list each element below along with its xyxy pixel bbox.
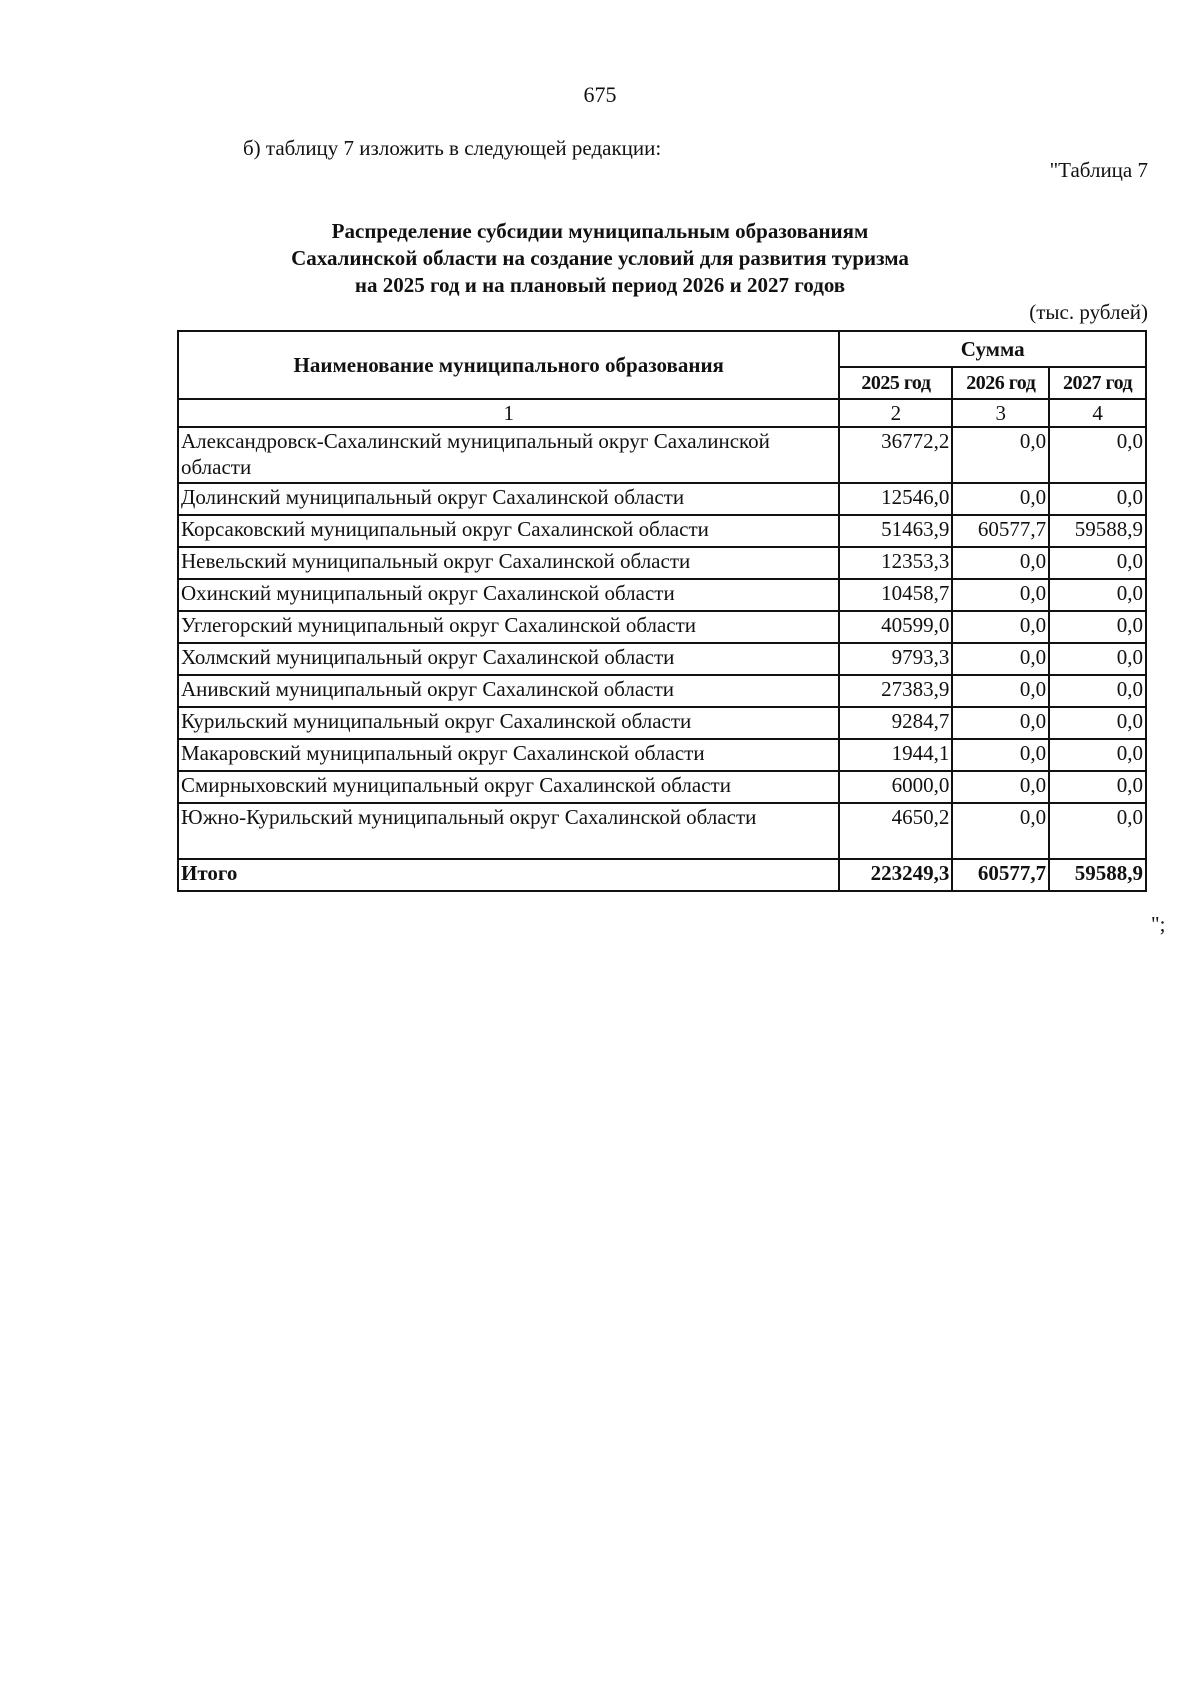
title-line: Распределение субсидии муниципальным образованиям: [331, 219, 869, 243]
table-row: [178, 643, 1146, 675]
value-2025: 27383,9: [839, 675, 952, 707]
column-number: 4: [1049, 399, 1146, 427]
table-label: "Таблица 7: [1049, 158, 1148, 182]
value-2025: 12353,3: [839, 547, 952, 579]
value-2026: 0,0: [952, 643, 1049, 675]
value-2025: 40599,0: [839, 611, 952, 643]
header-municipality-name: Наименование муниципального образования: [178, 331, 839, 399]
value-2025: 9284,7: [839, 707, 952, 739]
value-2026: 0,0: [952, 771, 1049, 803]
subsidy-distribution-table: [177, 330, 1147, 892]
value-2025: 10458,7: [839, 579, 952, 611]
table-row: [178, 675, 1146, 707]
table-row: [178, 771, 1146, 803]
total-2026: 60577,7: [952, 859, 1049, 891]
column-number: 1: [178, 399, 839, 427]
total-row: [178, 859, 1146, 891]
document-title: [0, 218, 1200, 299]
unit-label: (тыс. рублей): [1029, 300, 1148, 324]
value-2027: 59588,9: [1049, 515, 1146, 547]
value-2027: 0,0: [1049, 771, 1146, 803]
page-number: 675: [583, 82, 617, 107]
column-number: 2: [839, 399, 952, 427]
municipality-name: Охинский муниципальный округ Сахалинской области: [178, 579, 839, 611]
value-2027: 0,0: [1049, 427, 1146, 483]
value-2026: 0,0: [952, 547, 1049, 579]
value-2027: 0,0: [1049, 579, 1146, 611]
municipality-name: Курильский муниципальный округ Сахалинской области: [178, 707, 839, 739]
table-row: [178, 515, 1146, 547]
table-row: [178, 611, 1146, 643]
municipality-name: Корсаковский муниципальный округ Сахалинской области: [178, 515, 839, 547]
total-label: Итого: [178, 859, 839, 891]
table-row: [178, 739, 1146, 771]
header-year-2026: 2026 год: [952, 367, 1049, 399]
value-2026: 0,0: [952, 579, 1049, 611]
value-2026: 60577,7: [952, 515, 1049, 547]
header-year-2025: 2025 год: [839, 367, 952, 399]
value-2027: 0,0: [1049, 483, 1146, 515]
value-2025: 36772,2: [839, 427, 952, 483]
value-2027: 0,0: [1049, 675, 1146, 707]
value-2025: 51463,9: [839, 515, 952, 547]
value-2026: 0,0: [952, 675, 1049, 707]
value-2026: 0,0: [952, 803, 1049, 859]
municipality-name: Макаровский муниципальный округ Сахалинской области: [178, 739, 839, 771]
column-number: 3: [952, 399, 1049, 427]
value-2027: 0,0: [1049, 803, 1146, 859]
total-2027: 59588,9: [1049, 859, 1146, 891]
header-sum: Сумма: [839, 331, 1146, 367]
value-2026: 0,0: [952, 483, 1049, 515]
total-2025: 223249,3: [839, 859, 952, 891]
column-number-row: [178, 399, 1146, 427]
title-line: на 2025 год и на плановый период 2026 и 2027 годов: [354, 273, 846, 297]
municipality-name: Александровск-Сахалинский муниципальный округ Сахалинской области: [178, 427, 839, 483]
table-row: [178, 483, 1146, 515]
value-2027: 0,0: [1049, 739, 1146, 771]
title-line: Сахалинской области на создание условий для развития туризма: [291, 246, 909, 270]
value-2025: 1944,1: [839, 739, 952, 771]
value-2025: 4650,2: [839, 803, 952, 859]
value-2026: 0,0: [952, 707, 1049, 739]
value-2027: 0,0: [1049, 707, 1146, 739]
value-2027: 0,0: [1049, 547, 1146, 579]
table-row: [178, 547, 1146, 579]
municipality-name: Смирныховский муниципальный округ Сахалинской области: [178, 771, 839, 803]
value-2026: 0,0: [952, 427, 1049, 483]
table-row: [178, 803, 1146, 859]
value-2025: 6000,0: [839, 771, 952, 803]
header-year-2027: 2027 год: [1049, 367, 1146, 399]
municipality-name: Долинский муниципальный округ Сахалинской области: [178, 483, 839, 515]
municipality-name: Южно-Курильский муниципальный округ Сахалинской области: [178, 803, 839, 859]
value-2027: 0,0: [1049, 611, 1146, 643]
municipality-name: Невельский муниципальный округ Сахалинской области: [178, 547, 839, 579]
value-2027: 0,0: [1049, 643, 1146, 675]
value-2026: 0,0: [952, 611, 1049, 643]
municipality-name: Углегорский муниципальный округ Сахалинской области: [178, 611, 839, 643]
table-row: [178, 707, 1146, 739]
table-row: [178, 427, 1146, 483]
municipality-name: Анивский муниципальный округ Сахалинской области: [178, 675, 839, 707]
municipality-name: Холмский муниципальный округ Сахалинской области: [178, 643, 839, 675]
instruction-text: б) таблицу 7 изложить в следующей редакции:: [243, 136, 662, 160]
value-2026: 0,0: [952, 739, 1049, 771]
value-2025: 12546,0: [839, 483, 952, 515]
value-2025: 9793,3: [839, 643, 952, 675]
closing-quote-mark: ";: [1151, 912, 1166, 936]
table-row: [178, 579, 1146, 611]
